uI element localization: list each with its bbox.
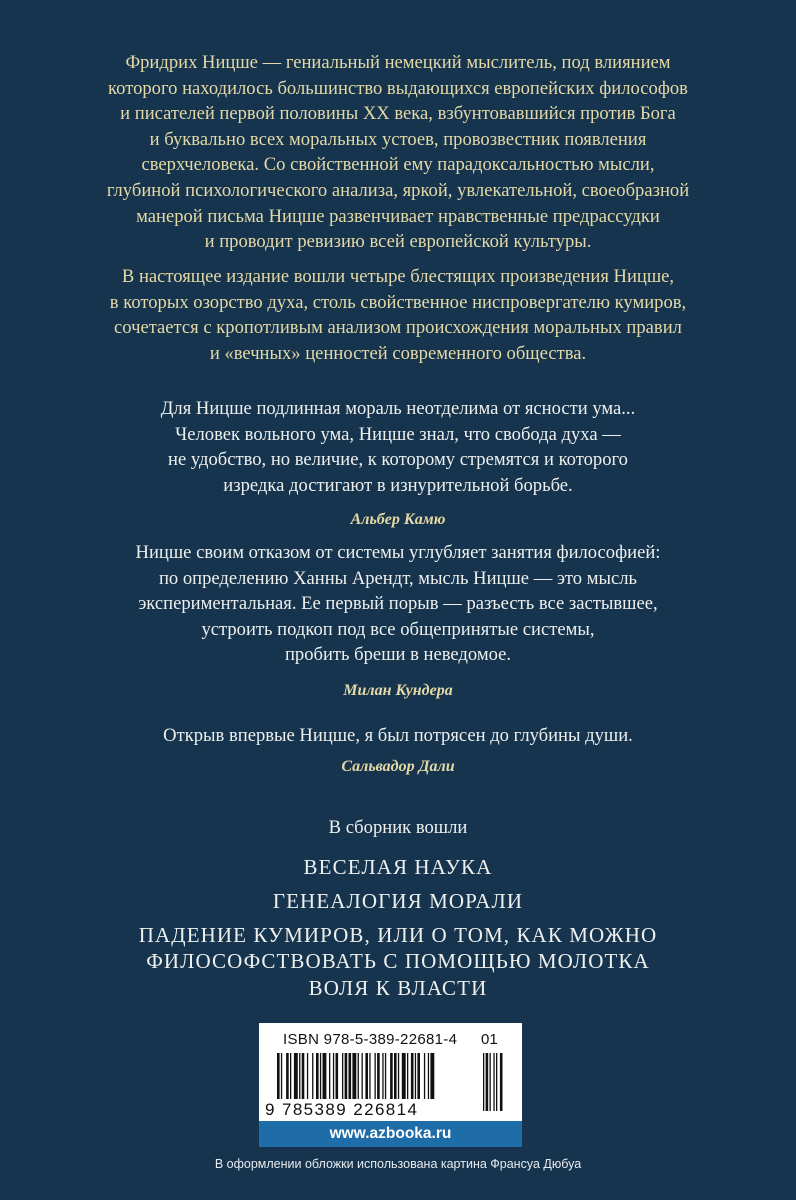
barcode-stripe [333, 1053, 334, 1099]
work-title-line: ГЕНЕАЛОГИЯ МОРАЛИ [272, 889, 524, 913]
barcode-stripe [281, 1053, 282, 1099]
barcode-stripe [342, 1053, 343, 1099]
barcode-stripe [430, 1053, 434, 1099]
edition-line: и «вечных» ценностей современного общества. [209, 342, 587, 364]
barcode-stripe [323, 1053, 327, 1099]
barcode-stripe [362, 1053, 363, 1099]
barcode-stripe [394, 1053, 397, 1099]
work-title-line: ПАДЕНИЕ КУМИРОВ, ИЛИ О ТОМ, КАК МОЖНО [138, 923, 658, 947]
edition-line: в которых озорство духа, столь свойственное ниспровергателю кумиров, [109, 291, 687, 313]
barcode-stripe [375, 1053, 376, 1099]
barcode-addon-stripe [500, 1053, 503, 1111]
barcode-stripe [390, 1053, 393, 1099]
barcode-digits: 9 785389 226814 [265, 1100, 419, 1119]
isbn-addon-label: 01 [481, 1031, 498, 1048]
quote-author-dali: Сальвадор Дали [341, 758, 455, 775]
barcode-stripe [428, 1053, 429, 1099]
description-paragraph [40, 50, 756, 255]
barcode-addon-stripe [493, 1053, 494, 1111]
barcode-stripe [277, 1053, 280, 1099]
barcode-stripe [329, 1053, 330, 1099]
quote-author-camus: Альбер Камю [350, 511, 446, 528]
quote-line: пробить бреши в неведомое. [284, 644, 512, 666]
barcode-stripe [365, 1053, 368, 1099]
quote-kundera [40, 540, 756, 668]
quote-line: устроить подкоп под все общепринятые системы, [201, 618, 595, 640]
barcode-stripe [407, 1053, 408, 1099]
quote-dali [40, 723, 756, 749]
description-line: глубиной психологического анализа, яркой, увлекательной, своеобразной [106, 179, 690, 201]
barcode-stripe [299, 1053, 300, 1099]
work-title [40, 922, 756, 974]
quote-line: Открыв впервые Ницше, я был потрясен до глубины души. [163, 725, 633, 746]
barcode-stripe [302, 1053, 305, 1099]
isbn-label: ISBN 978-5-389-22681-4 [283, 1031, 458, 1048]
quote-line: изредка достигают в изнурительной борьбе. [223, 474, 573, 496]
work-title [40, 888, 756, 914]
barcode-stripe [290, 1053, 291, 1099]
quote-line: Человек вольного ума, Ницше знал, что свобода духа — [175, 423, 621, 445]
barcode-stripe [402, 1053, 406, 1099]
edition-paragraph [40, 264, 756, 366]
barcode-stripe [415, 1053, 416, 1099]
quote-line: экспериментальная. Ее первый порыв — разъесть все застывшее, [138, 593, 658, 615]
barcode-stripe [352, 1053, 356, 1099]
barcode-stripe [336, 1053, 339, 1099]
quote-author-kundera: Милан Кундера [343, 682, 453, 699]
barcode-stripe [307, 1053, 308, 1099]
description-line: и писателей первой половины XX века, взбунтовавшийся против Бога [120, 103, 676, 125]
work-title [40, 854, 756, 880]
description-line: сверхчеловека. Со свойственной ему парадоксальностью мысли, [141, 154, 655, 176]
barcode-stripe [345, 1053, 348, 1099]
contents-intro: В сборник вошли [328, 817, 468, 838]
barcode-stripe [349, 1053, 352, 1099]
barcode-stripe [382, 1053, 383, 1099]
description-line: и буквально всех моральных устоев, провозвестник появления [149, 128, 647, 150]
quote-line: не удобство, но величие, к которому стремятся и которого [168, 449, 628, 471]
description-line: манерой письма Ницше развенчивает нравственные предрассудки [136, 205, 660, 227]
cover-art-credit: В оформлении обложки использована картина Франсуа Дюбуа [214, 1157, 582, 1171]
barcode-stripe [294, 1053, 298, 1099]
barcode-stripe [377, 1053, 380, 1099]
barcode-stripe [312, 1053, 313, 1099]
barcode-addon-stripe [486, 1053, 489, 1111]
quote-line: Для Ницше подлинная мораль неотделима от ясности ума... [160, 398, 636, 419]
barcode-addon-stripe [496, 1053, 497, 1111]
work-title-line: ВЕСЕЛАЯ НАУКА [303, 855, 493, 879]
quote-line: Ницше своим отказом от системы углубляет занятия философией: [135, 542, 661, 563]
quote-camus [40, 396, 756, 498]
barcode-stripe [358, 1053, 359, 1099]
barcode-stripe [411, 1053, 414, 1099]
description-line: и проводит ревизию всей европейской культуры. [204, 231, 592, 253]
description-line: Фридрих Ницше — гениальный немецкий мыслитель, под влиянием [125, 52, 671, 73]
work-title [40, 975, 756, 1001]
barcode-stripe [424, 1053, 425, 1099]
barcode-stripe [417, 1053, 420, 1099]
publisher-website: www.azbooka.ru [259, 1121, 522, 1147]
edition-line: сочетается с кропотливым анализом происхождения моральных правил [114, 317, 682, 339]
barcode-stripe [286, 1053, 289, 1099]
description-line: которого находилось большинство выдающихся европейских философов [108, 77, 688, 99]
barcode-stripe [320, 1053, 321, 1099]
barcode-stripe [398, 1053, 399, 1099]
work-title-line: ВОЛЯ К ВЛАСТИ [308, 976, 488, 1000]
barcode-addon-stripe [483, 1053, 484, 1111]
edition-line: В настоящее издание вошли четыре блестящих произведения Ницше, [121, 266, 675, 287]
work-title-line: ФИЛОСОФСТВОВАТЬ С ПОМОЩЬЮ МОЛОТКА [146, 949, 650, 973]
barcode-stripe [385, 1053, 386, 1099]
barcode-stripe [369, 1053, 370, 1099]
barcode-addon-stripe [490, 1053, 491, 1111]
quote-line: по определению Ханны Арендт, мысль Ницше — это мысль [158, 567, 638, 589]
barcode-stripe [316, 1053, 319, 1099]
